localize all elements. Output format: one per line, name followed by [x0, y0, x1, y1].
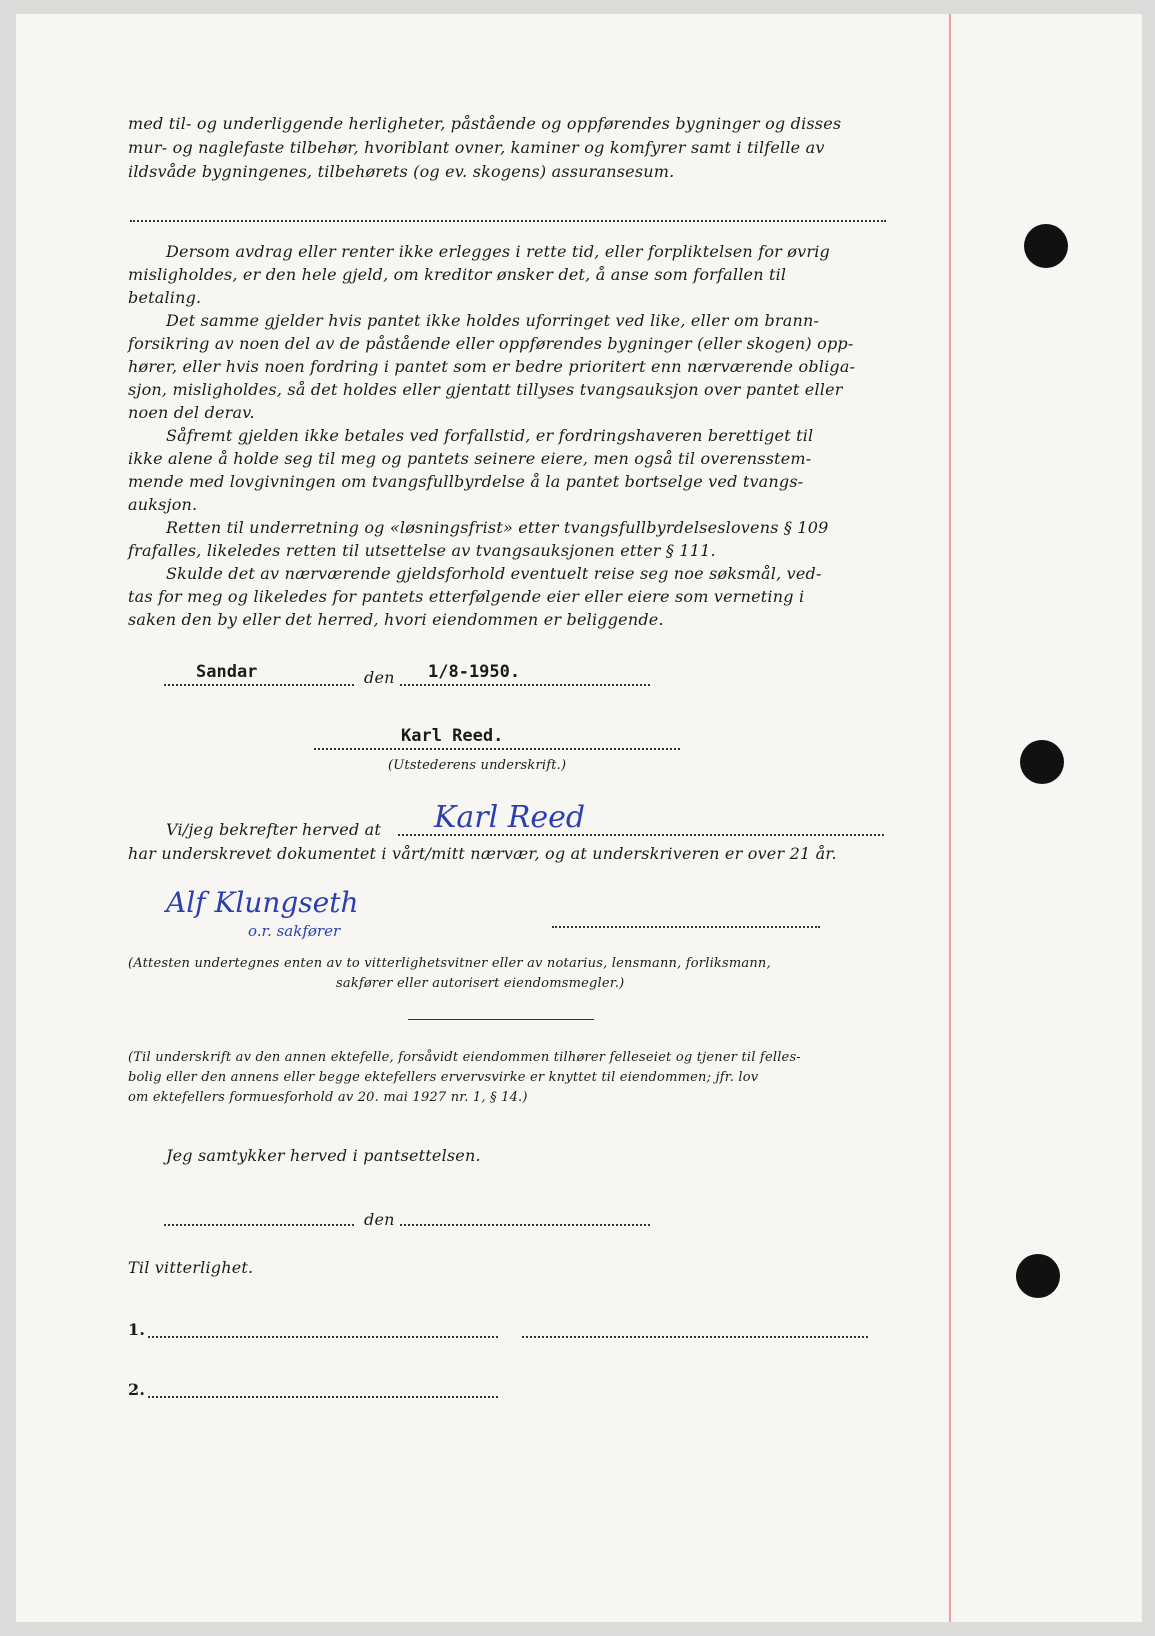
handwritten-signature: Karl Reed	[434, 800, 586, 835]
intro-line: med til- og underliggende herligheter, påstående og oppførendes bygninger og disses	[128, 114, 842, 133]
consent-text: Jeg samtykker herved i pantsettelsen.	[166, 1146, 481, 1165]
terms-line: betaling.	[128, 288, 202, 307]
terms-line: mende med lovgivningen om tvangsfullbyrdelse å la pantet bortselge ved tvangs-	[128, 472, 804, 491]
attest-note-line: sakfører eller autorisert eiendomsmegler.)	[336, 976, 625, 991]
witnesses-title: Til vitterlighet.	[128, 1258, 254, 1277]
consent-den-label: den	[364, 1210, 395, 1229]
terms-line: hører, eller hvis noen fordring i pantet som er bedre prioritert enn nærværende obliga-	[128, 357, 856, 376]
punch-hole	[1016, 1254, 1060, 1298]
terms-line: sjon, misligholdes, så det holdes eller gjentatt tillyses tvangsauksjon over pantet eller	[128, 380, 843, 399]
spouse-note-line: bolig eller den annens eller begge ektefellers ervervsvirke er knyttet til eiendommen; jfr. lov	[128, 1070, 759, 1085]
document-page	[16, 14, 1142, 1622]
spouse-note-line: (Til underskrift av den annen ektefelle, forsåvidt eiendommen tilhører felleseiet og tjener til felles-	[128, 1050, 801, 1065]
second-witness-line	[552, 926, 820, 928]
witness-statement-prefix: Vi/jeg bekrefter herved at	[166, 820, 382, 839]
terms-line: Det samme gjelder hvis pantet ikke holdes uforringet ved like, eller om brann-	[166, 311, 820, 330]
intro-line: ildsvåde bygningenes, tilbehørets (og ev. skogens) assuransesum.	[128, 162, 675, 181]
terms-line: misligholdes, er den hele gjeld, om kreditor ønsker det, å anse som forfallen til	[128, 265, 787, 284]
punch-hole	[1024, 224, 1068, 268]
witness-1-line	[148, 1336, 498, 1338]
terms-line: forsikring av noen del av de påstående eller oppførendes bygninger (eller skogen) opp-	[128, 334, 854, 353]
date-value: 1/8-1950.	[428, 662, 521, 682]
terms-line: noen del derav.	[128, 403, 255, 422]
attest-note-line: (Attesten undertegnes enten av to vitterlighetsvitner eller av notarius, lensmann, forliksmann,	[128, 956, 771, 971]
margin-line	[949, 14, 951, 1622]
handwritten-witness-title: o.r. sakfører	[248, 922, 341, 940]
consent-date-line	[400, 1224, 650, 1226]
handwritten-witness-signature: Alf Klungseth	[166, 886, 359, 919]
place-dotted-line	[164, 684, 354, 686]
den-label: den	[364, 668, 395, 687]
witness-number: 2.	[128, 1380, 146, 1399]
intro-line: mur- og naglefaste tilbehør, hvoriblant ovner, kaminer og komfyrer samt i tilfelle av	[128, 138, 825, 157]
terms-line: Såfremt gjelden ikke betales ved forfallstid, er fordringshaveren berettiget til	[166, 426, 814, 445]
issuer-signature-line	[314, 748, 680, 750]
witness-statement-line: har underskrevet dokumentet i vårt/mitt nærvær, og at underskriveren er over 21 år.	[128, 844, 837, 863]
terms-line: auksjon.	[128, 495, 198, 514]
place-value: Sandar	[196, 662, 258, 682]
terms-line: ikke alene å holde seg til meg og pantets seinere eiere, men også til overensstem-	[128, 449, 812, 468]
punch-hole	[1020, 740, 1064, 784]
issuer-name: Karl Reed.	[401, 726, 504, 746]
witness-1-line-b	[522, 1336, 868, 1338]
witness-2-line	[148, 1396, 498, 1398]
terms-line: Retten til underretning og «løsningsfrist» etter tvangsfullbyrdelseslovens § 109	[166, 518, 829, 537]
witness-number: 1.	[128, 1320, 146, 1339]
terms-line: Dersom avdrag eller renter ikke erlegges i rette tid, eller forpliktelsen for øvrig	[166, 242, 830, 261]
issuer-caption: (Utstederens underskrift.)	[388, 758, 567, 773]
date-dotted-line	[400, 684, 650, 686]
terms-line: tas for meg og likeledes for pantets etterfølgende eier eller eiere som verneting i	[128, 587, 805, 606]
terms-line: frafalles, likeledes retten til utsettelse av tvangsauksjonen etter § 111.	[128, 541, 716, 560]
terms-line: Skulde det av nærværende gjeldsforhold eventuelt reise seg noe søksmål, ved-	[166, 564, 822, 583]
dotted-separator	[130, 220, 886, 222]
terms-line: saken den by eller det herred, hvori eiendommen er beliggende.	[128, 610, 664, 629]
consent-place-line	[164, 1224, 354, 1226]
divider-rule	[408, 1019, 594, 1020]
spouse-note-line: om ektefellers formuesforhold av 20. mai 1927 nr. 1, § 14.)	[128, 1090, 528, 1105]
